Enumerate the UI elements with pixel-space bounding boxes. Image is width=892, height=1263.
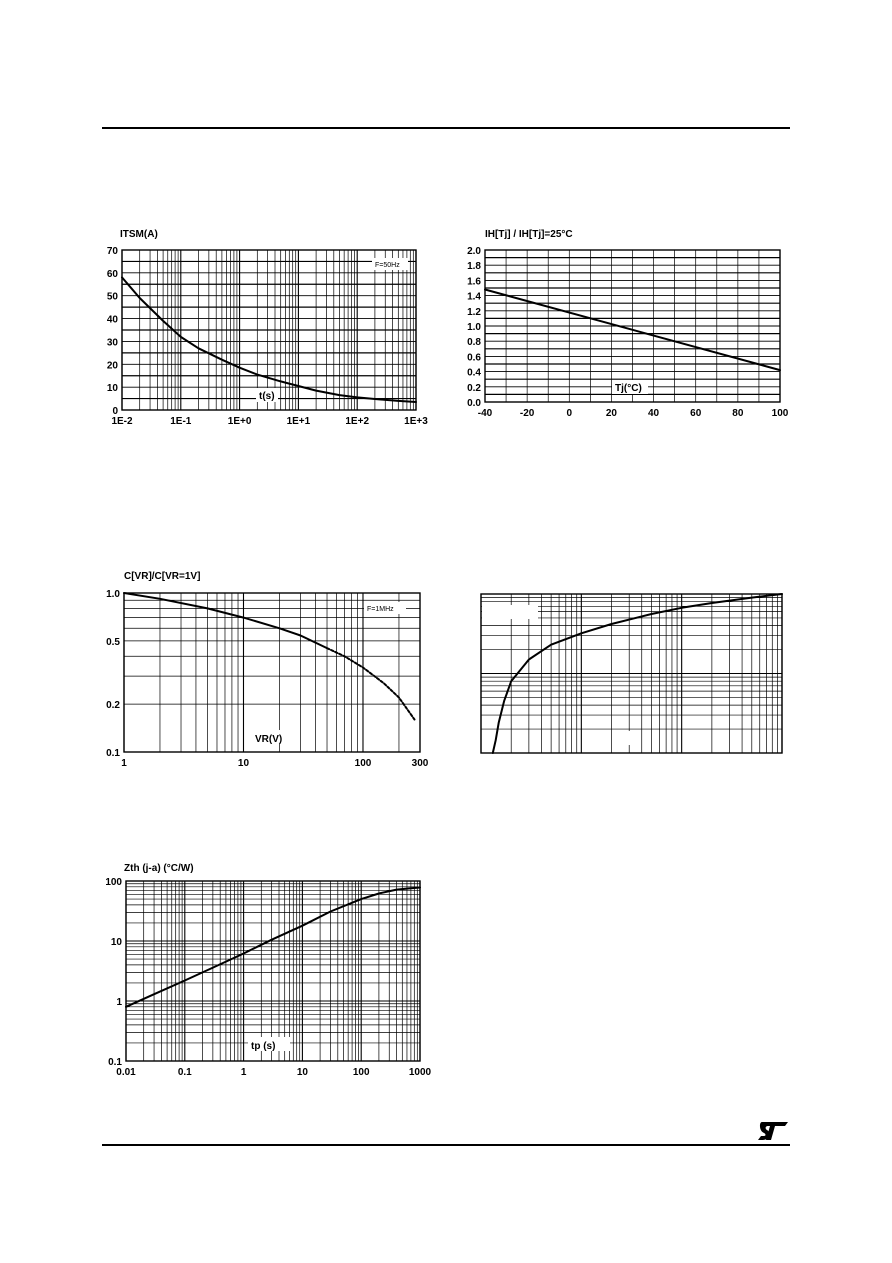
chart2-xtick-label: 20 [605,408,617,419]
chart1-ytick-label: 50 [106,291,118,303]
chart2-ytick-label: 0.6 [467,352,481,364]
chart3-ytick-label: 1.0 [106,589,120,600]
chart1-title: ITSM(A) [120,229,158,240]
chart2-xtick-label: -20 [519,408,535,419]
chart2-ytick-label: 0.0 [467,398,481,409]
chart3-ytick-label: 0.5 [106,636,120,648]
top-rule [102,127,790,129]
chart2-xtick-label: 0 [566,408,573,419]
chart5-title: Zth (j-a) (°C/W) [124,863,194,874]
chart2-xtick-label: -40 [477,408,493,419]
chart1-ytick-label: 30 [106,337,118,349]
chart2-xtick-label: 80 [732,408,744,419]
chart2-xlabel: Tj(°C) [615,383,642,394]
chart2-ytick-label: 1.0 [467,322,481,333]
bottom-rule [102,1144,790,1146]
thermal-impedance-vs-pulse-duration-chart [100,855,440,1085]
chart1-xtick-label: 1E-1 [170,416,192,427]
chart3-plot-frame [124,593,420,752]
chart1-ytick-label: 10 [106,383,118,395]
chart2-xtick-label: 40 [648,408,660,419]
chart1-xtick-label: 1E+0 [227,416,252,427]
chart1-xlabel: t(s) [259,391,275,402]
chart2-title: IH[Tj] / IH[Tj]=25°C [485,229,573,240]
chart1-ytick-label: 0 [112,406,118,417]
chart3-ytick-label: 0.1 [106,748,120,759]
chart4-blank-box-upper [482,605,538,619]
chart2-ytick-label: 0.8 [467,337,481,349]
holding-current-vs-temperature-chart [455,222,800,432]
chart5-ytick-label: 10 [110,937,122,948]
chart3-legend: F=1MHz [367,606,394,613]
chart2-ytick-label: 2.0 [467,246,481,257]
chart5-ytick-label: 100 [105,877,122,888]
chart3-xtick-label: 10 [237,758,250,769]
chart3-series-line [124,593,327,648]
chart4-blank-box-lower [613,731,639,745]
chart2-ytick-label: 1.2 [467,306,481,318]
chart5-xlabel: tp (s) [251,1041,276,1052]
chart2-xtick-label: 100 [771,408,789,419]
chart1-xtick-label: 1E+2 [345,416,370,427]
itsm-vs-time-chart [100,222,440,432]
chart1-legend: F=50Hz [375,262,400,269]
chart5-xtick-label: 10 [296,1067,308,1078]
chart1-xtick-label: 1E-2 [111,416,133,427]
chart5-xtick-label: 1 [240,1067,247,1078]
unlabelled-log-chart [455,565,800,775]
chart3-series-line [327,648,415,719]
chart2-ytick-label: 0.4 [467,367,481,379]
chart3-title: C[VR]/C[VR=1V] [124,571,201,582]
chart3-xtick-label: 100 [354,758,372,769]
chart1-xtick-label: 1E+3 [404,416,428,427]
chart2-ytick-label: 1.8 [467,261,481,273]
chart1-ytick-label: 40 [106,314,118,326]
chart3-ytick-label: 0.2 [106,700,120,712]
chart1-ytick-label: 20 [106,360,118,372]
chart5-xtick-label: 100 [352,1067,370,1078]
chart5-xtick-label: 1000 [408,1067,432,1078]
chart5-xtick-label: 0.01 [116,1067,136,1078]
chart5-plot-frame [126,881,420,1061]
chart1-ytick-label: 60 [106,268,118,280]
st-logo [756,1120,790,1142]
chart1-xtick-label: 1E+1 [286,416,311,427]
chart3-xlabel: VR(V) [255,734,283,745]
chart2-ytick-label: 1.4 [467,291,481,303]
chart5-xtick-label: 0.1 [177,1067,192,1078]
chart2-ytick-label: 1.6 [467,276,481,288]
chart2-xtick-label: 60 [690,408,702,419]
chart5-ytick-label: 1 [116,997,122,1008]
capacitance-vs-reverse-voltage-chart [100,565,440,775]
chart3-xtick-label: 300 [411,758,429,769]
chart3-xtick-label: 1 [121,758,127,769]
chart1-ytick-label: 70 [106,246,118,257]
chart2-ytick-label: 0.2 [467,382,481,394]
chart5-ytick-label: 0.1 [108,1057,122,1068]
